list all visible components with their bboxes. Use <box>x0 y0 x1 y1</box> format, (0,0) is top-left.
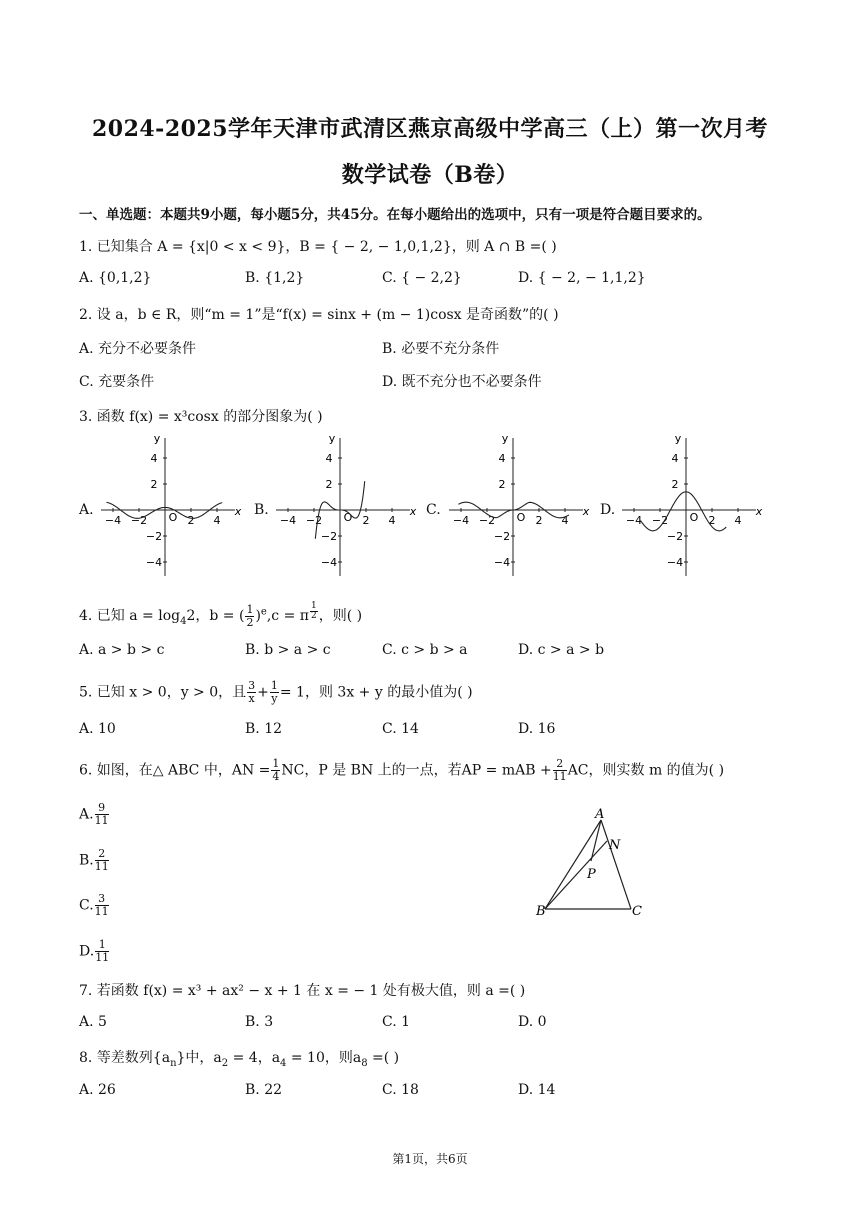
x-tick-label: −2 <box>130 514 148 527</box>
x-axis-label: x <box>755 505 763 518</box>
q7-option-c: C. 1 <box>382 1014 411 1030</box>
q7-option-a: A. 5 <box>79 1014 107 1030</box>
question-1-stem: 1. 已知集合 A = {x|0 < x < 9}，B = { − 2, − 1,0,1,2}，则 A ∩ B =( ) <box>79 239 557 255</box>
q6-option-a: A. $\frac{9}{11}$ <box>79 801 109 827</box>
side-ac <box>601 820 631 909</box>
q7-option-b: B. 3 <box>245 1014 274 1030</box>
x-tick-label: 2 <box>535 514 543 527</box>
y-tick-label: 4 <box>325 452 333 465</box>
y-axis-label: y <box>328 432 336 445</box>
x-tick-label: 4 <box>561 514 569 527</box>
q3-graph-d <box>616 430 766 582</box>
question-7-stem: 7. 若函数 f(x) = x³ + ax² − x + 1 在 x = − 1 处有极大值，则 a =( ) <box>79 983 526 999</box>
origin-label: O <box>689 511 699 524</box>
point-label-n: N <box>609 838 621 853</box>
question-4-stem: 4. 已知 $a = \log_42$，b = ( $\frac{1}{2}$ )$^e$,c = π $^{\frac{1}{2}}$ ，则( ) <box>79 601 363 629</box>
origin-label: O <box>168 511 178 524</box>
q5-option-d: D. 16 <box>518 721 556 737</box>
y-axis-label: y <box>674 432 682 445</box>
x-tick-label: 2 <box>708 514 716 527</box>
q3-graph-a <box>95 430 245 582</box>
y-tick-label: −2 <box>493 530 511 543</box>
question-2-stem: 2. 设 a，b ∈ R，则“m = 1”是“f(x) = sinx + (m − 1)cosx 是奇函数”的( ) <box>79 307 559 323</box>
y-tick-label: 4 <box>498 452 506 465</box>
x-tick-label: −2 <box>478 514 496 527</box>
section-heading: 一、单选题：本题共9小题，每小题5分，共45分。在每小题给出的选项中，只有一项是符合题目要求的。 <box>79 207 711 223</box>
q5-option-a: A. 10 <box>79 721 116 737</box>
origin-label: O <box>516 511 526 524</box>
segment-ap <box>591 820 601 861</box>
y-tick-label: −4 <box>666 556 684 569</box>
x-tick-label: 4 <box>388 514 396 527</box>
x-tick-label: −4 <box>452 514 470 527</box>
q4-option-b: B. b > a > c <box>245 642 331 658</box>
segment-bn <box>545 841 607 909</box>
q6-triangle-figure <box>535 806 655 922</box>
q3-graph-b <box>270 430 420 582</box>
side-ab <box>545 820 601 909</box>
q2-option-b: B. 必要不充分条件 <box>382 341 500 357</box>
q3-graph-label-a: A. <box>79 502 94 518</box>
question-6-stem: 6. 如图，在△ ABC 中，AN = $\frac{1}{4}$ NC，P 是 BN 上的一点，若AP = mAB + $\frac{2}{11}$ AC，则实数 m 的值为( ) <box>79 757 725 783</box>
q4-option-c: C. c > b > a <box>382 642 468 658</box>
y-tick-label: 2 <box>150 478 158 491</box>
exam-subtitle: 数学试卷（B卷） <box>341 162 519 188</box>
x-tick-label: −4 <box>279 514 297 527</box>
q8-option-b: B. 22 <box>245 1082 283 1098</box>
q2-option-a: A. 充分不必要条件 <box>79 341 197 357</box>
q1-option-a: A. {0,1,2} <box>79 270 152 286</box>
q1-option-b: B. {1,2} <box>245 270 305 286</box>
q3-graph-label-d: D. <box>600 502 616 518</box>
question-3-stem: 3. 函数 f(x) = x³cosx 的部分图象为( ) <box>79 409 323 425</box>
y-tick-label: 2 <box>325 478 333 491</box>
y-tick-label: −4 <box>493 556 511 569</box>
origin-label: O <box>343 511 353 524</box>
y-tick-label: −4 <box>145 556 163 569</box>
x-tick-label: 2 <box>362 514 370 527</box>
q3-graph-c <box>443 430 593 582</box>
point-label-p: P <box>587 867 596 882</box>
q6-option-c: C. $\frac{3}{11}$ <box>79 892 109 918</box>
y-tick-label: −4 <box>320 556 338 569</box>
q1-option-d: D. { − 2, − 1,1,2} <box>518 270 646 286</box>
q2-option-c: C. 充要条件 <box>79 374 155 390</box>
x-axis-label: x <box>234 505 242 518</box>
x-tick-label: −2 <box>651 514 669 527</box>
point-label-c: C <box>632 904 642 918</box>
exam-title: 2024-2025学年天津市武清区燕京高级中学高三（上）第一次月考 <box>91 116 769 142</box>
q8-option-c: C. 18 <box>382 1082 419 1098</box>
y-axis-label: y <box>501 432 509 445</box>
y-tick-label: −2 <box>320 530 338 543</box>
x-tick-label: −2 <box>305 514 323 527</box>
q8-option-a: A. 26 <box>79 1082 116 1098</box>
x-axis-label: x <box>582 505 590 518</box>
question-8-stem: 8. 等差数列$\{a_n\}$中，$a_2 = 4$，$a_4 = 10$，则$a_8$ =( ) <box>79 1050 400 1069</box>
page-footer: 第1页，共6页 <box>392 1152 468 1166</box>
x-tick-label: 4 <box>213 514 221 527</box>
y-tick-label: −2 <box>145 530 163 543</box>
q4-option-d: D. c > a > b <box>518 642 605 658</box>
y-axis-label: y <box>153 432 161 445</box>
y-tick-label: 2 <box>498 478 506 491</box>
point-label-b: B <box>536 904 546 918</box>
x-axis-label: x <box>409 505 417 518</box>
x-tick-label: −4 <box>625 514 643 527</box>
q3-graph-label-b: B. <box>254 502 269 518</box>
q6-option-d: D. $\frac{1}{11}$ <box>79 938 110 964</box>
q5-option-c: C. 14 <box>382 721 419 737</box>
y-tick-label: 2 <box>671 478 679 491</box>
q3-graph-label-c: C. <box>426 502 441 518</box>
y-tick-label: 4 <box>150 452 158 465</box>
point-label-a: A <box>595 807 605 822</box>
x-tick-label: 4 <box>734 514 742 527</box>
y-tick-label: 4 <box>671 452 679 465</box>
x-tick-label: 2 <box>187 514 195 527</box>
y-tick-label: −2 <box>666 530 684 543</box>
x-tick-label: −4 <box>104 514 122 527</box>
q2-option-d: D. 既不充分也不必要条件 <box>382 374 542 390</box>
q8-option-d: D. 14 <box>518 1082 556 1098</box>
q1-option-c: C. { − 2,2} <box>382 270 462 286</box>
q4-option-a: A. a > b > c <box>79 642 165 658</box>
q7-option-d: D. 0 <box>518 1014 547 1030</box>
question-5-stem: 5. 已知 x > 0，y > 0，且 $\frac{3}{x}$ + $\frac{1}{y}$ = 1，则 3x + y 的最小值为( ) <box>79 679 473 705</box>
q5-option-b: B. 12 <box>245 721 283 737</box>
q6-option-b: B. $\frac{2}{11}$ <box>79 847 109 873</box>
